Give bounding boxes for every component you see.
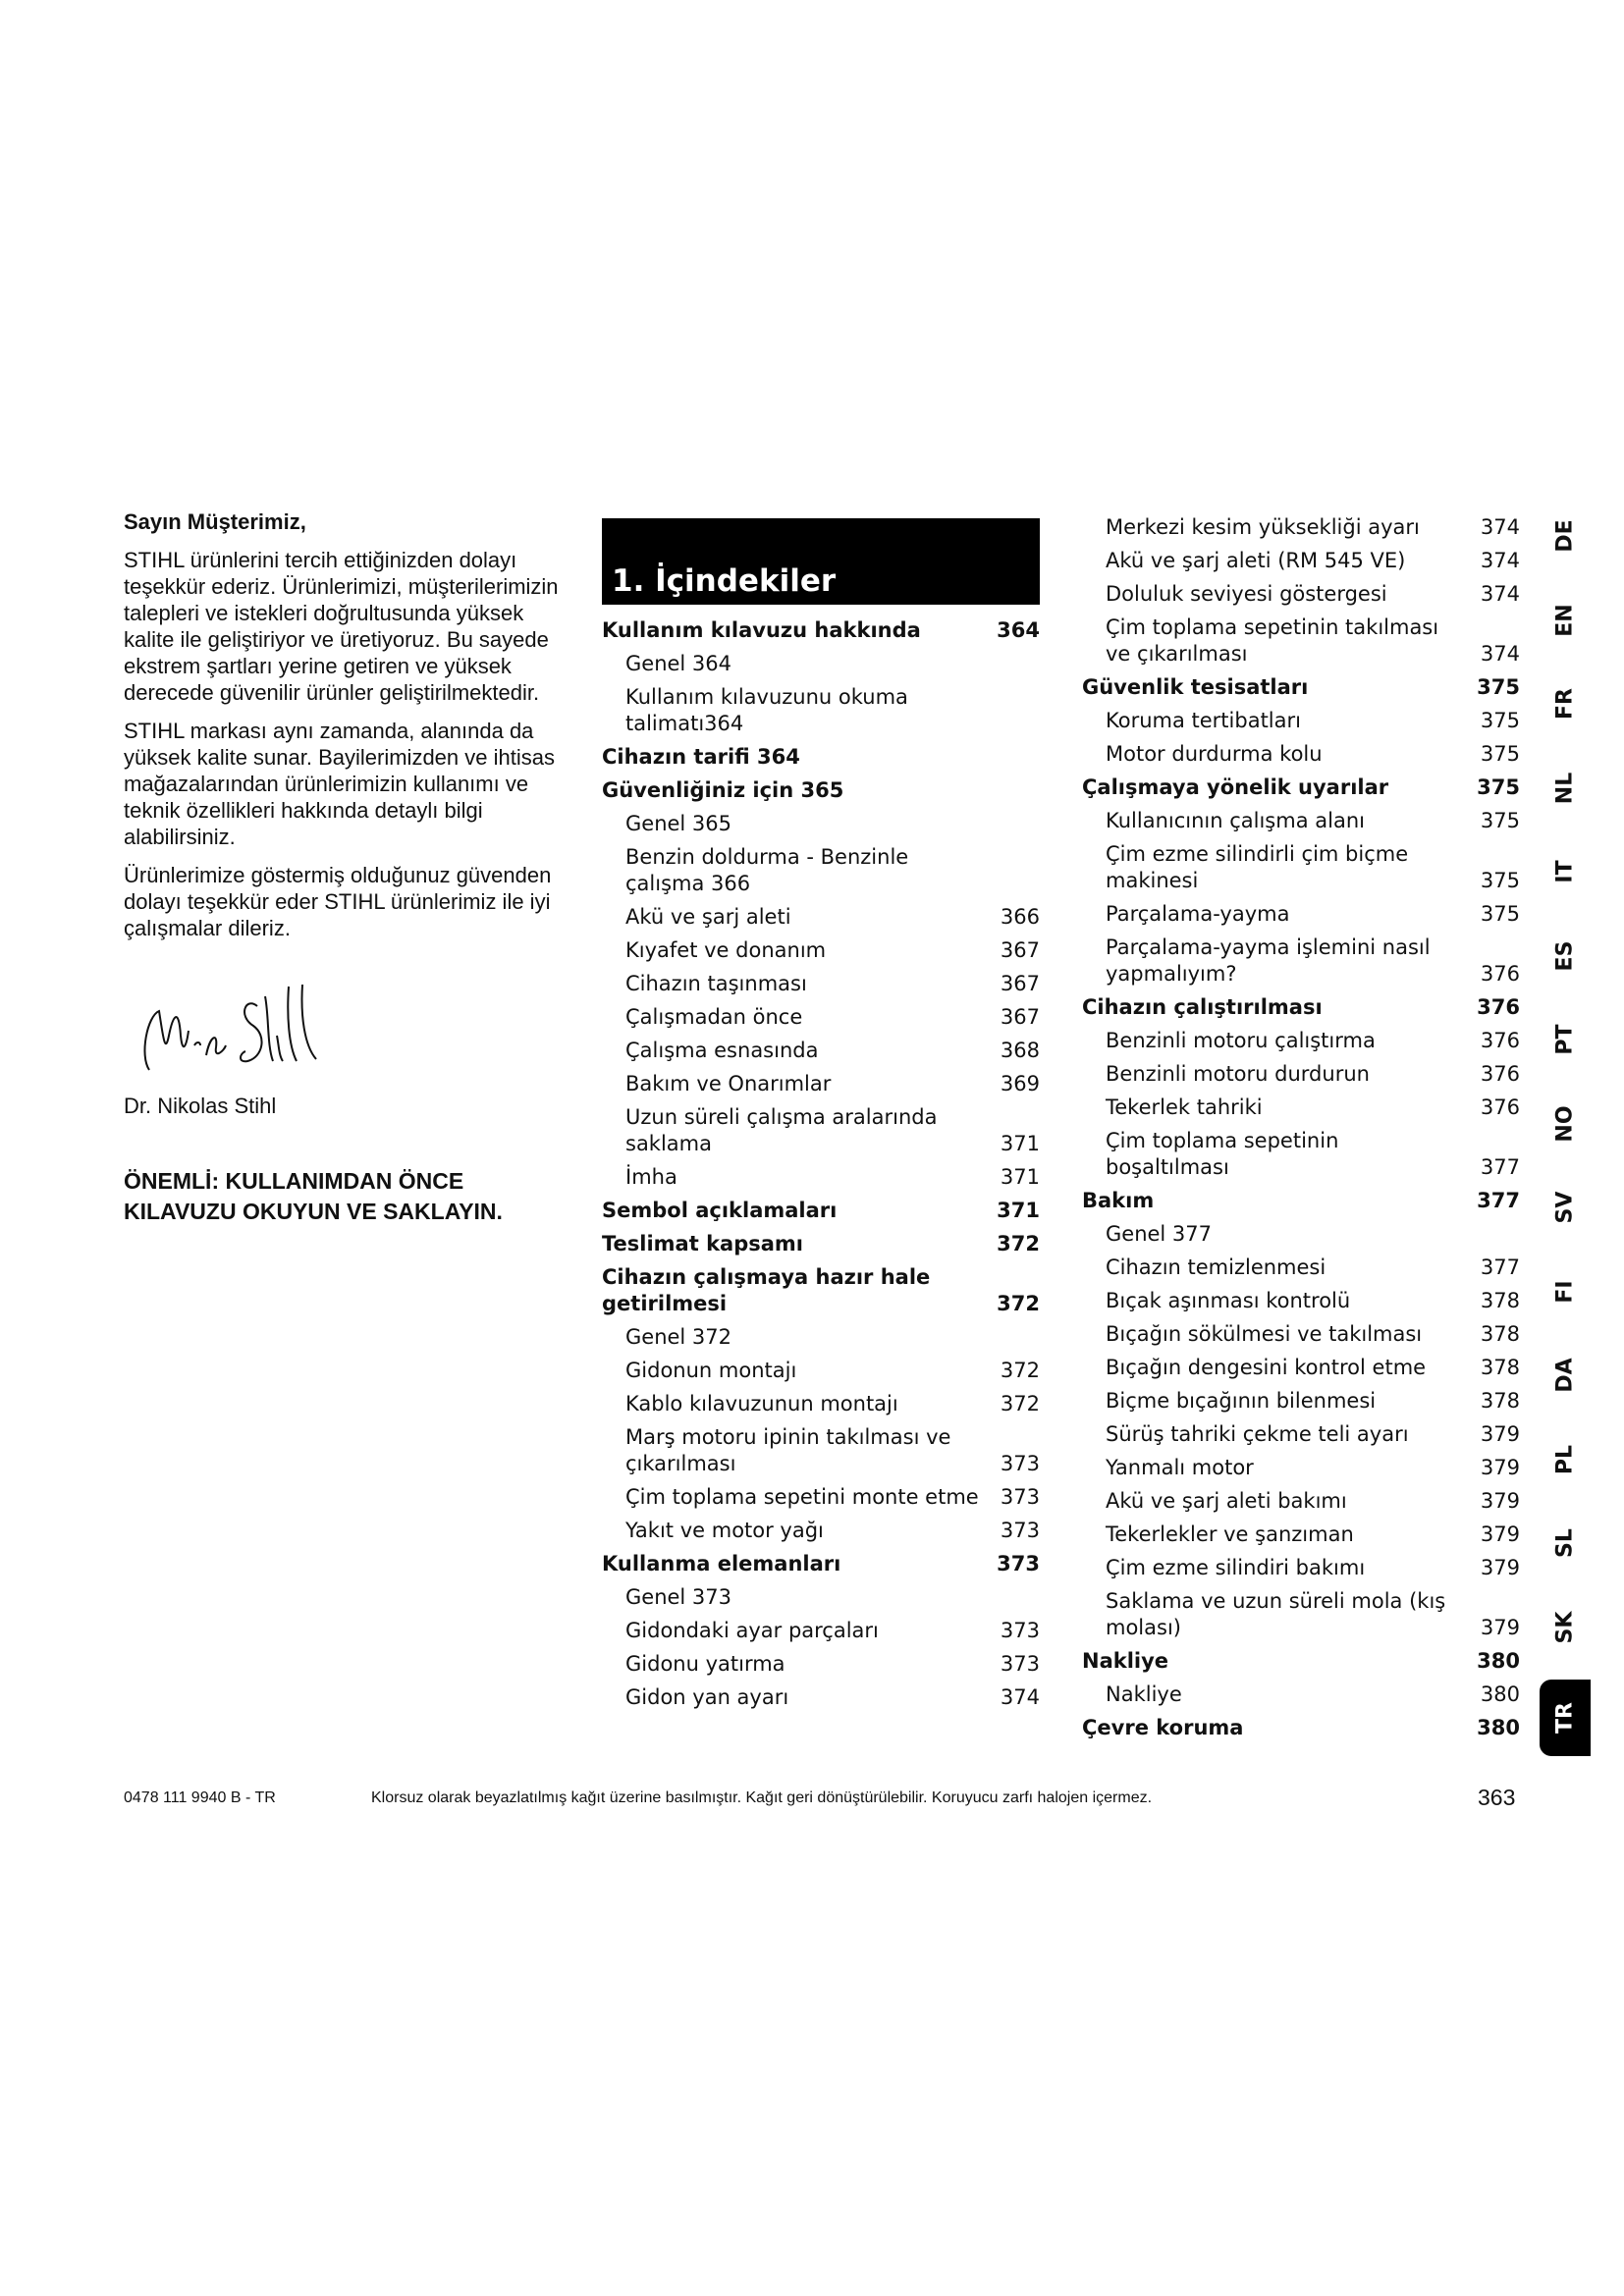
toc-entry <box>1082 1455 1520 1481</box>
toc-entry-title: Nakliye <box>1082 1649 1169 1673</box>
toc-entry <box>1082 708 1520 734</box>
toc-entry-page: 375 <box>1477 775 1520 799</box>
toc-entry <box>602 1551 1040 1577</box>
important-notice-line1: ÖNEMLİ: KULLANIMDAN ÖNCE <box>124 1168 464 1194</box>
toc-column-1 <box>602 518 1040 1718</box>
language-tab-label: DA <box>1552 1358 1578 1393</box>
toc-entry-page: 369 <box>1000 1072 1040 1095</box>
toc-entry-page: 367 <box>1000 972 1040 995</box>
language-tab-label: EN <box>1552 603 1578 637</box>
language-tabs <box>1540 510 1591 1789</box>
toc-entry <box>1082 1555 1520 1581</box>
language-tab-label: SL <box>1552 1528 1578 1558</box>
toc-entry-title: Çim ezme silindirli çim biçme makinesi <box>1106 842 1409 892</box>
toc-entry-title: Bıçağın dengesini kontrol etme <box>1106 1356 1427 1379</box>
toc-entry-title: Kullanma elemanları <box>602 1552 841 1575</box>
language-tab-it[interactable] <box>1540 846 1591 897</box>
page-number: 363 <box>1478 1785 1516 1810</box>
toc-entry <box>602 1391 1040 1417</box>
toc-entry-title: Cihazın temizlenmesi <box>1106 1255 1326 1279</box>
toc-entry <box>1082 1355 1520 1381</box>
toc-entry <box>602 937 1040 964</box>
toc-entry-title: Nakliye <box>1106 1682 1182 1706</box>
toc-entry <box>1082 614 1520 667</box>
toc-entry-page: 376 <box>1480 1095 1520 1119</box>
language-tab-en[interactable] <box>1540 595 1591 646</box>
toc-entry <box>602 617 1040 644</box>
toc-entry-title: Uzun süreli çalışma aralarında saklama <box>625 1105 938 1155</box>
toc-entry <box>1082 548 1520 574</box>
toc-entry <box>1082 1028 1520 1054</box>
language-tab-label: PL <box>1552 1444 1578 1474</box>
toc-entry-page: 373 <box>1000 1519 1040 1542</box>
toc-entry <box>1082 1421 1520 1448</box>
toc-entry <box>1082 841 1520 894</box>
toc-entry <box>1082 1488 1520 1515</box>
toc-entry-page: 379 <box>1480 1556 1520 1579</box>
toc-entry <box>602 811 1040 837</box>
toc-entry-page: 375 <box>1480 869 1520 892</box>
toc-entry <box>1082 1682 1520 1708</box>
toc-entry-title: Gidon yan ayarı <box>625 1685 789 1709</box>
toc-entry-page: 379 <box>1480 1522 1520 1546</box>
toc-entry-title: Benzinli motoru çalıştırma <box>1106 1029 1376 1052</box>
toc-entry-title: Gidonu yatırma <box>625 1652 785 1676</box>
toc-entry-title: Çevre koruma <box>1082 1716 1244 1739</box>
toc-entry-page: 374 <box>1000 1685 1040 1709</box>
toc-entry-page: 368 <box>1000 1039 1040 1062</box>
toc-entry <box>602 1484 1040 1511</box>
toc-entry <box>602 744 1040 771</box>
toc-entry <box>1082 1288 1520 1314</box>
toc-entry-title: Gidondaki ayar parçaları <box>625 1619 879 1642</box>
toc-entry-page: 379 <box>1480 1489 1520 1513</box>
toc-entry <box>602 1071 1040 1097</box>
toc-entry <box>1082 934 1520 988</box>
toc-entry-page: 377 <box>1477 1189 1520 1212</box>
toc-entry-page: 378 <box>1480 1356 1520 1379</box>
language-tab-label: FR <box>1552 688 1578 720</box>
toc-entry <box>1082 581 1520 608</box>
toc-entry <box>602 777 1040 804</box>
language-tab-sl[interactable] <box>1540 1518 1591 1569</box>
toc-entry-title: Akü ve şarj aleti <box>625 905 791 929</box>
toc-entry-page: 379 <box>1480 1616 1520 1639</box>
language-tab-de[interactable] <box>1540 510 1591 561</box>
toc-entry <box>1082 808 1520 834</box>
toc-entry-page: 375 <box>1480 809 1520 832</box>
toc-entry-page: 378 <box>1480 1389 1520 1413</box>
language-tab-pt[interactable] <box>1540 1014 1591 1065</box>
toc-entry-title: Çim toplama sepetinin takılması ve çıkarılması <box>1106 615 1439 666</box>
toc-entry-title: Bıçağın sökülmesi ve takılması <box>1106 1322 1423 1346</box>
important-notice <box>124 1166 564 1227</box>
toc-entry-page: 374 <box>1480 582 1520 606</box>
thanks-paragraph: Ürünlerimize göstermiş olduğunuz güvenden dolayı teşekkür eder STIHL ürünlerimiz ile iyi çalışmalar dileriz. <box>124 863 552 940</box>
toc-entry-page: 375 <box>1480 709 1520 732</box>
toc-entry <box>602 651 1040 677</box>
language-tab-label: NO <box>1552 1104 1578 1143</box>
toc-entry <box>602 1038 1040 1064</box>
toc-entry-title: Benzin doldurma - Benzinle çalışma 366 <box>625 845 909 895</box>
toc-entry-title: Kullanım kılavuzunu okuma talimatı364 <box>625 685 908 735</box>
toc-entry <box>1082 1061 1520 1088</box>
toc-entry-page: 371 <box>1000 1165 1040 1189</box>
toc-entry-title: Güvenliğiniz için 365 <box>602 778 844 802</box>
toc-entry-page: 371 <box>1000 1132 1040 1155</box>
toc-entry-title: Koruma tertibatları <box>1106 709 1301 732</box>
toc-entry-page: 367 <box>1000 1005 1040 1029</box>
toc-entry-title: Bakım <box>1082 1189 1155 1212</box>
brand-paragraph: STIHL markası aynı zamanda, alanında da yüksek kalite sunar. Bayilerimizden ve ihtisas mağazalarından ürünlerimizin kullanımı ve teknik özellikleri hakkında detaylı bilgi alabilirsiniz. <box>124 719 555 849</box>
toc-entry <box>602 684 1040 737</box>
toc-entry-title: Kullanıcının çalışma alanı <box>1106 809 1365 832</box>
toc-entry-page: 378 <box>1480 1289 1520 1312</box>
toc-entry <box>1082 1388 1520 1415</box>
toc-entry-title: Gidonun montajı <box>625 1359 797 1382</box>
language-tab-no[interactable] <box>1540 1098 1591 1149</box>
toc-entry-title: Motor durdurma kolu <box>1106 742 1323 766</box>
toc-entry <box>602 1104 1040 1157</box>
toc-entry-title: Sürüş tahriki çekme teli ayarı <box>1106 1422 1409 1446</box>
letter-column <box>124 508 564 1227</box>
toc-entry <box>1082 1321 1520 1348</box>
toc-entry-title: Doluluk seviyesi göstergesi <box>1106 582 1387 606</box>
toc-entry-title: Genel 373 <box>625 1585 732 1609</box>
toc-entry-title: Akü ve şarj aleti (RM 545 VE) <box>1106 549 1406 572</box>
signer-name: Dr. Nikolas Stihl <box>124 1094 277 1118</box>
toc-entry <box>1082 1255 1520 1281</box>
language-tab-label: TR <box>1552 1702 1578 1734</box>
toc-entry-title: Genel 372 <box>625 1325 732 1349</box>
toc-title: 1. İçindekiler <box>612 563 837 599</box>
toc-entry <box>1082 1522 1520 1548</box>
toc-entry-page: 372 <box>997 1232 1040 1255</box>
toc-entry-page: 376 <box>1480 1029 1520 1052</box>
important-notice-line2: KILAVUZU OKUYUN VE SAKLAYIN. <box>124 1199 503 1224</box>
toc-entry <box>1082 1095 1520 1121</box>
toc-entry-page: 367 <box>1000 938 1040 962</box>
toc-entry <box>602 1684 1040 1711</box>
toc-entry-title: Bıçak aşınması kontrolü <box>1106 1289 1351 1312</box>
toc-entry-page: 380 <box>1480 1682 1520 1706</box>
toc-entry-page: 375 <box>1480 742 1520 766</box>
toc-entry-title: Cihazın tarifi 364 <box>602 745 800 769</box>
toc-entry-page: 380 <box>1477 1649 1520 1673</box>
toc-entry-page: 374 <box>1480 515 1520 539</box>
toc-entry-page: 375 <box>1480 902 1520 926</box>
toc-entry-page: 372 <box>997 1292 1040 1315</box>
toc-list-2 <box>1082 514 1520 1741</box>
language-tab-pl[interactable] <box>1540 1434 1591 1485</box>
toc-entry-title: Tekerlek tahriki <box>1106 1095 1263 1119</box>
toc-entry-page: 377 <box>1480 1155 1520 1179</box>
toc-entry <box>1082 774 1520 801</box>
toc-entry-page: 364 <box>997 618 1040 642</box>
toc-entry-page: 379 <box>1480 1456 1520 1479</box>
toc-entry <box>602 1424 1040 1477</box>
toc-entry-title: Kullanım kılavuzu hakkında <box>602 618 921 642</box>
toc-entry-title: Marş motoru ipinin takılması ve çıkarılması <box>625 1425 951 1475</box>
language-tab-sv[interactable] <box>1540 1182 1591 1233</box>
toc-entry-title: Genel 364 <box>625 652 732 675</box>
toc-entry <box>1082 901 1520 928</box>
toc-entry-title: Güvenlik tesisatları <box>1082 675 1309 699</box>
toc-entry-title: İmha <box>625 1165 677 1189</box>
document-code: 0478 111 9940 B - TR <box>124 1789 276 1806</box>
toc-column-2 <box>1082 514 1520 1748</box>
toc-entry <box>602 1584 1040 1611</box>
signature-image <box>130 977 346 1085</box>
greeting: Sayın Müşterimiz, <box>124 509 306 534</box>
toc-entry-page: 375 <box>1477 675 1520 699</box>
toc-entry-page: 379 <box>1480 1422 1520 1446</box>
language-tab-tr[interactable] <box>1540 1680 1591 1756</box>
toc-entry <box>1082 1188 1520 1214</box>
language-tab-label: ES <box>1552 940 1578 971</box>
toc-list-1 <box>602 617 1040 1711</box>
toc-entry-title: Cihazın çalışmaya hazır hale getirilmesi <box>602 1265 931 1315</box>
language-tab-label: PT <box>1552 1024 1578 1055</box>
toc-entry-title: Parçalama-yayma <box>1106 902 1290 926</box>
language-tab-nl[interactable] <box>1540 763 1591 814</box>
toc-entry-title: Çim ezme silindiri bakımı <box>1106 1556 1366 1579</box>
toc-entry-page: 377 <box>1480 1255 1520 1279</box>
language-tab-es[interactable] <box>1540 931 1591 982</box>
toc-entry <box>1082 1588 1520 1641</box>
toc-entry <box>1082 994 1520 1021</box>
toc-entry-title: Kablo kılavuzunun montajı <box>625 1392 898 1415</box>
toc-entry-title: Genel 377 <box>1106 1222 1213 1246</box>
toc-entry-page: 376 <box>1480 1062 1520 1086</box>
toc-entry-title: Akü ve şarj aleti bakımı <box>1106 1489 1347 1513</box>
intro-paragraph: STIHL ürünlerini tercih ettiğinizden dolayı teşekkür ederiz. Ürünlerimizi, müşterilerimizin talepleri ve istekleri doğrultusunda yüksek kalite ile geliştiriyor ve üretiyoruz. Bu sayede ekstrem şartları yerine getiren ve yüksek derecede güvenilir ürünler geliştirilmektedir. <box>124 548 559 705</box>
toc-entry <box>1082 741 1520 768</box>
language-tab-label: DE <box>1552 519 1578 553</box>
toc-entry-page: 373 <box>1000 1452 1040 1475</box>
toc-entry <box>602 1004 1040 1031</box>
paper-note: Klorsuz olarak beyazlatılmış kağıt üzerine basılmıştır. Kağıt geri dönüştürülebilir. Koruyucu zarfı halojen içermez. <box>371 1789 1153 1806</box>
toc-entry-page: 372 <box>1000 1359 1040 1382</box>
toc-entry-page: 371 <box>997 1199 1040 1222</box>
toc-title-bar <box>602 518 1040 605</box>
toc-entry-page: 373 <box>1000 1619 1040 1642</box>
toc-entry-title: Cihazın çalıştırılması <box>1082 995 1323 1019</box>
toc-entry <box>602 1164 1040 1191</box>
toc-entry-page: 366 <box>1000 905 1040 929</box>
toc-entry-page: 376 <box>1480 962 1520 986</box>
toc-entry-page: 374 <box>1480 549 1520 572</box>
language-tab-sk[interactable] <box>1540 1602 1591 1653</box>
toc-entry-page: 376 <box>1477 995 1520 1019</box>
toc-entry <box>1082 1648 1520 1675</box>
toc-entry-title: Benzinli motoru durdurun <box>1106 1062 1370 1086</box>
toc-entry <box>602 1324 1040 1351</box>
toc-entry-title: Parçalama-yayma işlemini nasıl yapmalıyım? <box>1106 935 1431 986</box>
language-tab-label: SV <box>1552 1191 1578 1224</box>
toc-entry <box>602 844 1040 897</box>
toc-entry-title: Teslimat kapsamı <box>602 1232 803 1255</box>
language-tab-label: NL <box>1552 772 1578 804</box>
toc-entry-title: Sembol açıklamaları <box>602 1199 838 1222</box>
toc-entry <box>602 1231 1040 1257</box>
toc-entry-title: Çalışmaya yönelik uyarılar <box>1082 775 1389 799</box>
toc-entry-page: 380 <box>1477 1716 1520 1739</box>
toc-entry <box>1082 514 1520 541</box>
toc-entry-page: 373 <box>997 1552 1040 1575</box>
toc-entry <box>1082 674 1520 701</box>
toc-entry-page: 378 <box>1480 1322 1520 1346</box>
toc-entry-title: Çalışmadan önce <box>625 1005 803 1029</box>
toc-entry <box>602 971 1040 997</box>
toc-entry <box>602 1618 1040 1644</box>
toc-entry <box>602 1651 1040 1678</box>
toc-entry <box>602 1358 1040 1384</box>
language-tab-label: FI <box>1552 1279 1578 1304</box>
toc-entry-title: Çim toplama sepetinin boşaltılması <box>1106 1129 1339 1179</box>
toc-entry <box>602 1198 1040 1224</box>
toc-entry-title: Yanmalı motor <box>1106 1456 1254 1479</box>
toc-entry-page: 372 <box>1000 1392 1040 1415</box>
toc-entry <box>602 904 1040 931</box>
language-tab-label: IT <box>1552 860 1578 883</box>
toc-entry-title: Saklama ve uzun süreli mola (kış molası) <box>1106 1589 1446 1639</box>
toc-entry-title: Kıyafet ve donanım <box>625 938 827 962</box>
language-tab-da[interactable] <box>1540 1350 1591 1401</box>
toc-entry-title: Genel 365 <box>625 812 732 835</box>
toc-entry <box>1082 1715 1520 1741</box>
toc-entry-title: Yakıt ve motor yağı <box>625 1519 824 1542</box>
language-tab-fi[interactable] <box>1540 1266 1591 1317</box>
language-tab-label: SK <box>1552 1611 1578 1643</box>
toc-entry <box>602 1518 1040 1544</box>
toc-entry <box>1082 1128 1520 1181</box>
language-tab-fr[interactable] <box>1540 678 1591 729</box>
toc-entry-page: 373 <box>1000 1652 1040 1676</box>
toc-entry-title: Çalışma esnasında <box>625 1039 819 1062</box>
toc-entry-page: 373 <box>1000 1485 1040 1509</box>
toc-entry-title: Çim toplama sepetini monte etme <box>625 1485 979 1509</box>
toc-entry <box>1082 1221 1520 1248</box>
toc-entry-title: Cihazın taşınması <box>625 972 807 995</box>
toc-entry-title: Merkezi kesim yüksekliği ayarı <box>1106 515 1420 539</box>
toc-entry <box>602 1264 1040 1317</box>
toc-entry-title: Bakım ve Onarımlar <box>625 1072 832 1095</box>
toc-entry-title: Biçme bıçağının bilenmesi <box>1106 1389 1377 1413</box>
toc-entry-page: 374 <box>1480 642 1520 666</box>
toc-entry-title: Tekerlekler ve şanzıman <box>1106 1522 1354 1546</box>
